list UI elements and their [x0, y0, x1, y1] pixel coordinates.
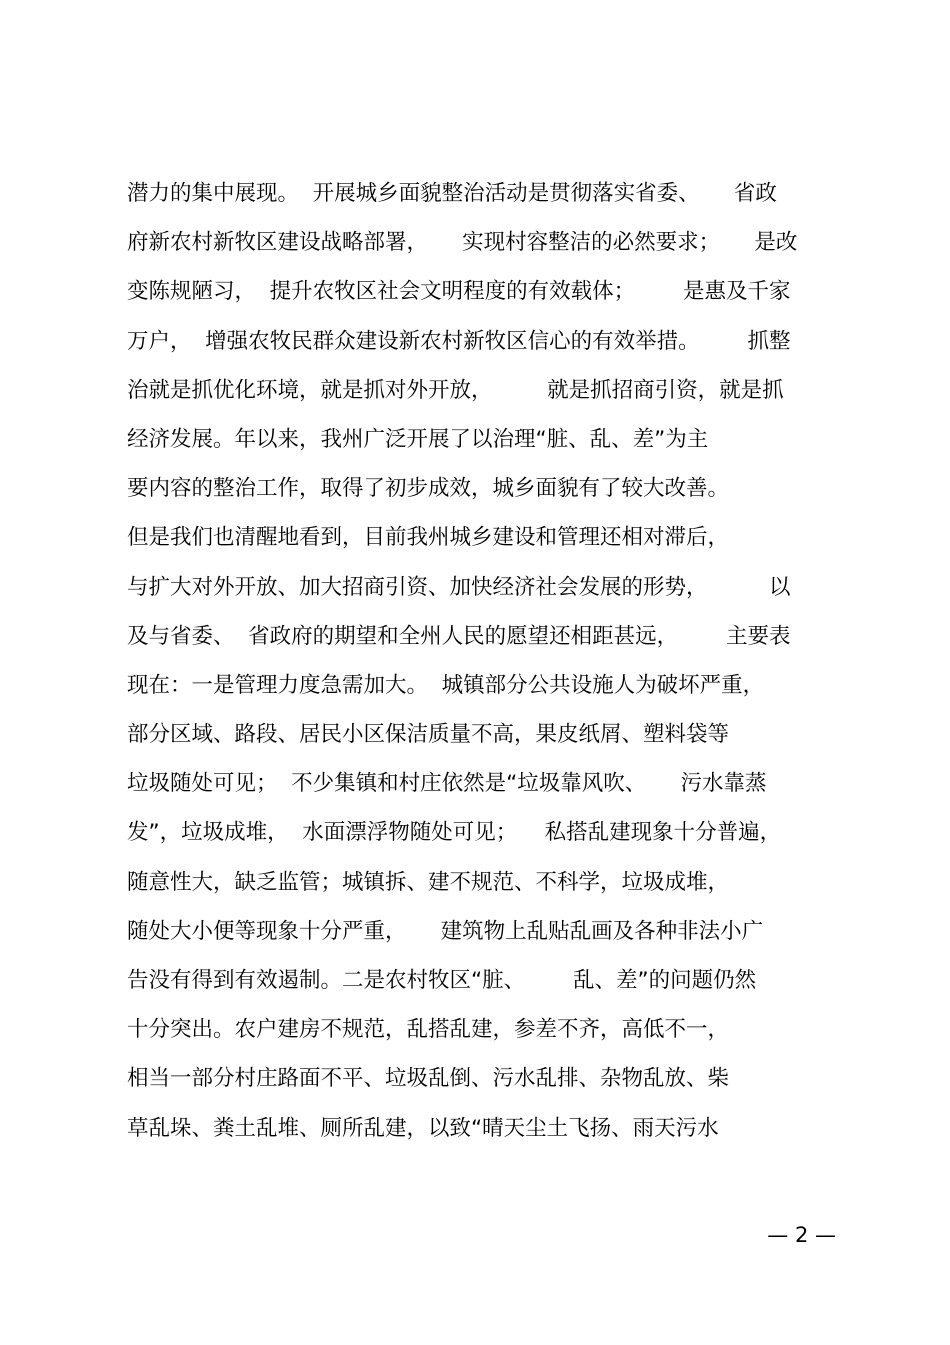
text-line: 经济发展。年以来，我州广泛开展了以治理“脏、乱、差”为主 — [127, 426, 709, 452]
text-line: 与扩大对外开放、加大招商引资、加快经济社会发展的形势， 以 — [127, 574, 791, 600]
page-number: — 2 — — [767, 1223, 836, 1247]
text-line: 治就是抓优化环境，就是抓对外开放， 就是抓招商引资，就是抓 — [127, 377, 784, 403]
text-line: 告没有得到有效遏制。二是农村牧区“脏、 乱、差”的问题仍然 — [127, 968, 757, 993]
body-text — [127, 176, 837, 1160]
text-line: 潜力的集中展现。 开展城乡面貌整治活动是贯彻落实省委、 省政 — [127, 181, 777, 206]
text-line: 相当一部分村庄路面不平、垃圾乱倒、污水乱排、杂物乱放、柴 — [127, 1066, 730, 1092]
text-line: 十分突出。农户建房不规范，乱搭乱建，参差不齐，高低不一， — [127, 1017, 730, 1043]
text-line: 府新农村新牧区建设战略部署， 实现村容整洁的必然要求； 是改 — [127, 230, 798, 256]
text-line: 草乱垛、粪土乱堆、厕所乱建，以致“晴天尘土飞扬、雨天污水 — [127, 1115, 719, 1141]
text-line: 随意性大，缺乏监管；城镇拆、建不规范、不科学，垃圾成堆， — [127, 869, 730, 895]
text-line: 随处大小便等现象十分严重， 建筑物上乱贴乱画及各种非法小广 — [127, 918, 764, 944]
text-line: 及与省委、 省政府的期望和全州人民的愿望还相距甚远， 主要表 — [127, 623, 791, 649]
text-line: 垃圾随处可见； 不少集镇和村庄依然是“垃圾靠风吹、 污水靠蒸 — [127, 771, 767, 797]
text-line: 但是我们也清醒地看到，目前我州城乡建设和管理还相对滞后， — [127, 525, 730, 551]
text-line: 变陈规陋习， 提升农牧区社会文明程度的有效载体； 是惠及千家 — [127, 279, 791, 305]
text-line: 发”，垃圾成堆， 水面漂浮物随处可见； 私搭乱建现象十分普遍， — [127, 820, 782, 846]
text-line: 要内容的整治工作，取得了初步成效，城乡面貌有了较大改善。 — [127, 476, 730, 502]
text-line: 现在：一是管理力度急需加大。 城镇部分公共设施人为破坏严重， — [127, 672, 765, 698]
text-line: 万户， 增强农牧民群众建设新农村新牧区信心的有效举措。 抓整 — [127, 328, 791, 354]
text-line: 部分区域、路段、居民小区保洁质量不高，果皮纸屑、塑料袋等 — [127, 722, 730, 748]
